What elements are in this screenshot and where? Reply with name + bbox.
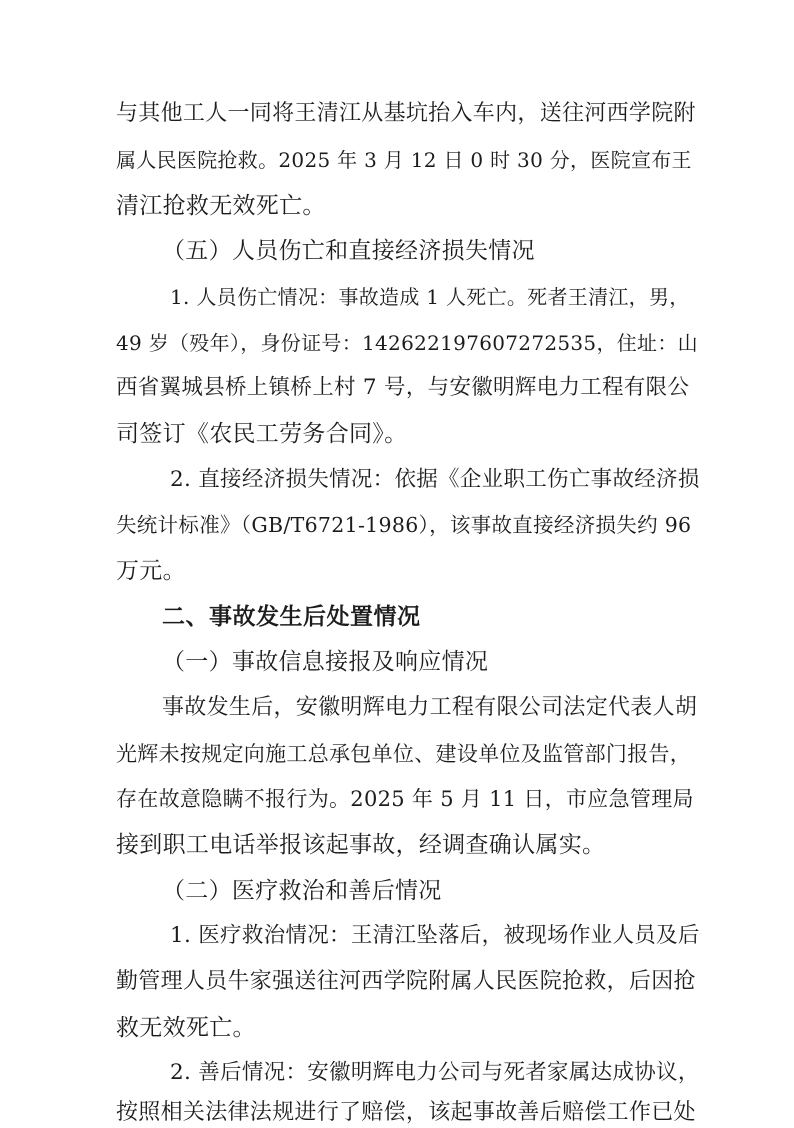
body-line-22: 2. 善后情况：安徽明辉电力公司与死者家属达成协议，	[170, 1060, 700, 1085]
body-line-8: 司签订《农民工劳务合同》。	[116, 421, 408, 447]
section-heading-casualties: （五）人员伤亡和直接经济损失情况	[162, 238, 535, 264]
subsection-heading-medical: （二）医疗救治和善后情况	[162, 878, 442, 904]
body-line-1: 与其他工人一同将王清江从基坑抬入车内，送往河西学院附	[116, 101, 696, 126]
body-line-7: 西省翼城县桥上镇桥上村 7 号，与安徽明辉电力工程有限公	[116, 375, 690, 400]
body-line-23: 按照相关法律法规进行了赔偿，该起事故善后赔偿工作已处	[116, 1100, 696, 1125]
body-line-6: 49 岁（殁年），身份证号：142622197607272535，住址：山	[116, 331, 698, 355]
body-line-20: 勤管理人员牛家强送往河西学院附属人民医院抢救，后因抢	[116, 969, 696, 994]
body-line-5: 1. 人员伤亡情况：事故造成 1 人死亡。死者王清江，男，	[170, 285, 690, 309]
body-line-19: 1. 医疗救治情况：王清江坠落后，被现场作业人员及后	[170, 923, 700, 948]
body-line-14: 事故发生后，安徽明辉电力工程有限公司法定代表人胡	[162, 695, 698, 720]
body-line-11: 万元。	[116, 558, 186, 584]
body-line-16: 存在故意隐瞒不报行为。2025 年 5 月 11 日，市应急管理局	[116, 787, 694, 811]
body-line-3: 清江抢救无效死亡。	[116, 193, 326, 219]
section-heading-response: 二、事故发生后处置情况	[162, 604, 421, 630]
subsection-heading-report: （一）事故信息接报及响应情况	[162, 649, 489, 675]
body-line-10: 失统计标准》（GB/T6721-1986），该事故直接经济损失约 96	[116, 513, 692, 537]
body-line-21: 救无效死亡。	[116, 1015, 256, 1041]
body-line-15: 光辉未按规定向施工总承包单位、建设单位及监管部门报告，	[116, 742, 692, 766]
body-line-9: 2. 直接经济损失情况：依据《企业职工伤亡事故经济损	[170, 467, 700, 492]
body-line-17: 接到职工电话举报该起事故，经调查确认属实。	[116, 832, 606, 858]
body-line-2: 属人民医院抢救。2025 年 3 月 12 日 0 时 30 分，医院宣布王	[116, 148, 692, 172]
